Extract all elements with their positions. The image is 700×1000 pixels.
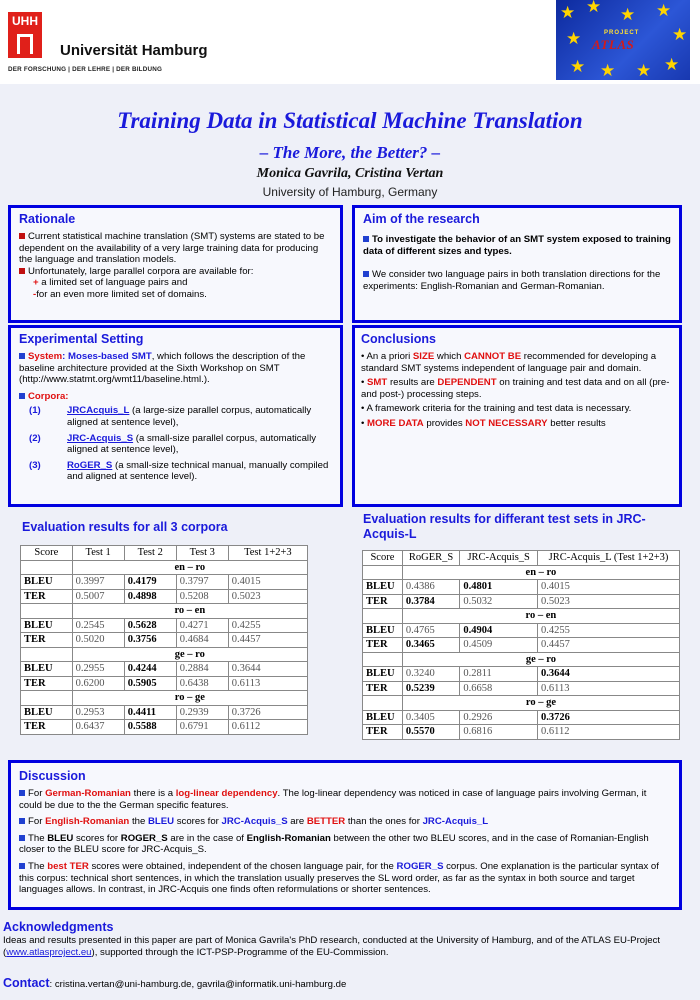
section-row [363, 652, 680, 667]
system-paragraph: System: Moses-based SMT, which follows the description of the baseline architecture provided at the Sixth Workshop on SMT (http://www.statmt.org/wmt11/baseline.html.). [19, 351, 306, 386]
value-cell: 0.5239 [402, 681, 459, 696]
score-cell: TER [21, 633, 73, 648]
value-cell: 0.6791 [176, 720, 228, 735]
section-blank-cell [363, 696, 403, 711]
value-cell: 0.5905 [124, 676, 176, 691]
value-cell: 0.2955 [72, 662, 124, 677]
value-cell: 0.3726 [538, 710, 680, 725]
conclusion-item: • SMT results are DEPENDENT on training and test data and on all (pre- and post-) processing steps. [361, 377, 670, 400]
eval1-table [20, 545, 308, 735]
value-cell: 0.5032 [460, 594, 538, 609]
value-cell: 0.5023 [228, 589, 307, 604]
authors: Monica Gavrila, Cristina Vertan [256, 166, 444, 181]
bullet-icon [19, 268, 25, 274]
value-cell: 0.6113 [538, 681, 680, 696]
experimental-heading: Experimental Setting [19, 332, 144, 346]
value-cell: 0.5007 [72, 589, 124, 604]
discussion-heading: Discussion [19, 769, 86, 783]
section-label: ro – ge [72, 691, 307, 706]
experimental-box [8, 325, 343, 507]
discussion-item: The best TER scores were obtained, independent of the chosen language pair, for the ROGER_S corpus. One explanation is the particular syntax of this corpus: technical short sentences, in which the translation usually preserves the SL word order, as far as the syntax in both source and target languages allows. In contrast, in JRC-Acquis one finds often reformulations or shorter sentences. [19, 860, 659, 896]
section-row [21, 604, 308, 619]
value-cell: 0.6200 [72, 676, 124, 691]
score-cell: BLEU [363, 667, 403, 682]
discussion-item: For German-Romanian there is a log-linear dependency. The log-linear dependency was noticed in case of language pairs involving German, it could be due to the the German specific features. [19, 788, 647, 811]
section-label: ro – en [72, 604, 307, 619]
rationale-paragraph: Unfortunately, large parallel corpora are available for: [19, 266, 332, 278]
score-cell: TER [21, 589, 73, 604]
value-cell: 0.4684 [176, 633, 228, 648]
value-cell: 0.6437 [72, 720, 124, 735]
contact-line [3, 976, 346, 990]
university-logo-text: UHH [12, 14, 38, 28]
value-cell: 0.2926 [460, 710, 538, 725]
column-header: Test 2 [124, 546, 176, 561]
value-cell: 0.3240 [402, 667, 459, 682]
value-cell: 0.4244 [124, 662, 176, 677]
tower-icon [17, 34, 33, 54]
contact-label: Contact [3, 976, 50, 990]
corpus-item: (2) JRC-Acquis_S (a small-size parallel corpus, automatically aligned at sentence level), [29, 432, 316, 456]
value-cell: 0.4801 [460, 580, 538, 595]
value-cell: 0.6438 [176, 676, 228, 691]
star-icon: ★ [656, 1, 672, 20]
project-name: ATLAS [592, 37, 635, 52]
dash-icon: + [33, 277, 39, 289]
star-icon: ★ [672, 25, 688, 44]
eval2-title: Evaluation results for differant test sets in JRC-Acquis-L [363, 512, 646, 541]
table-row [21, 633, 308, 648]
bullet-icon [363, 236, 369, 242]
section-row [363, 696, 680, 711]
section-label: ge – ro [72, 647, 307, 662]
score-cell: BLEU [21, 575, 73, 590]
affiliation: University of Hamburg, Germany [262, 185, 438, 199]
table-row [363, 638, 680, 653]
table-header-row [21, 546, 308, 561]
header [0, 0, 700, 84]
acknowledgments-text: Ideas and results presented in this paper are part of Monica Gavrila's PhD research, conducted at the University of Hamburg, and of the ATLAS EU-Project (www.atlasproject.eu), supported through the ICT-PSP-Programme of the EU-Commission. [3, 935, 661, 958]
column-header: JRC-Acquis_L (Test 1+2+3) [538, 551, 680, 566]
table-header-row [363, 551, 680, 566]
score-cell: BLEU [363, 623, 403, 638]
score-cell: TER [363, 725, 403, 740]
corpus-item: (3) RoGER_S (a small-size technical manual, manually compiled and aligned at sentence level). [29, 459, 329, 483]
aim-box [352, 205, 682, 323]
section-blank-cell [21, 691, 73, 706]
conclusions-box [352, 325, 682, 507]
table-row [363, 710, 680, 725]
conclusion-item: • A framework criteria for the training and test data is necessary. [361, 403, 632, 415]
section-blank-cell [363, 609, 403, 624]
bullet-icon [363, 271, 369, 277]
table-row [21, 589, 308, 604]
star-icon: ★ [600, 61, 616, 80]
eval2-table [362, 550, 680, 740]
value-cell: 0.4386 [402, 580, 459, 595]
table-row [21, 575, 308, 590]
table-row [21, 720, 308, 735]
aim-paragraph: To investigate the behavior of an SMT system exposed to training data of different sizes and types. [363, 234, 671, 257]
section-label: en – ro [72, 560, 307, 575]
aim-paragraph: We consider two language pairs in both translation directions for the experiments: English-Romanian and German-Romanian. [363, 269, 661, 292]
section-label: ge – ro [402, 652, 679, 667]
value-cell: 0.4179 [124, 575, 176, 590]
column-header: JRC-Acquis_S [460, 551, 538, 566]
value-cell: 0.4411 [124, 705, 176, 720]
value-cell: 0.4255 [228, 618, 307, 633]
section-blank-cell [363, 652, 403, 667]
conclusion-item: • An a priori SIZE which CANNOT BE recommended for developing a standard SMT systems independent of language pair and domain. [361, 351, 657, 374]
rationale-box [8, 205, 343, 323]
section-blank-cell [21, 604, 73, 619]
bullet-icon [19, 863, 25, 869]
aim-heading: Aim of the research [363, 212, 480, 226]
section-row [363, 609, 680, 624]
value-cell: 0.3644 [228, 662, 307, 677]
table-row [363, 580, 680, 595]
score-cell: TER [21, 676, 73, 691]
value-cell: 0.2884 [176, 662, 228, 677]
university-tagline: DER FORSCHUNG | DER LEHRE | DER BILDUNG [8, 66, 163, 73]
university-name: Universität Hamburg [60, 42, 208, 59]
discussion-item: For English-Romanian the BLEU scores for JRC-Acquis_S are BETTER than the ones for JRC-Acquis_L [19, 816, 671, 828]
column-header: Score [21, 546, 73, 561]
acknowledgments-heading: Acknowledgments [3, 920, 114, 934]
table-row [363, 594, 680, 609]
column-header: RoGER_S [402, 551, 459, 566]
section-label: ro – ge [402, 696, 679, 711]
section-row [21, 560, 308, 575]
value-cell: 0.5570 [402, 725, 459, 740]
value-cell: 0.4015 [538, 580, 680, 595]
score-cell: BLEU [21, 705, 73, 720]
table-row [21, 618, 308, 633]
section-label: ro – en [402, 609, 679, 624]
star-icon: ★ [570, 57, 586, 76]
value-cell: 0.4898 [124, 589, 176, 604]
discussion-box [8, 760, 682, 910]
contact-emails: : cristina.vertan@uni-hamburg.de, gavrila@informatik.uni-hamburg.de [49, 979, 347, 990]
atlas-project-link[interactable]: www.atlasproject.eu [6, 947, 92, 958]
score-cell: TER [363, 594, 403, 609]
value-cell: 0.3465 [402, 638, 459, 653]
column-header: Test 3 [176, 546, 228, 561]
discussion-item: The BLEU scores for ROGER_S are in the case of English-Romanian between the other two BLEU scores, and in the case of Romanian-English closer to the BLEU score for JRC-Acquis_S. [19, 832, 649, 856]
section-row [21, 691, 308, 706]
value-cell: 0.3726 [228, 705, 307, 720]
table-row [363, 623, 680, 638]
value-cell: 0.4271 [176, 618, 228, 633]
table-row [363, 725, 680, 740]
score-cell: TER [363, 681, 403, 696]
value-cell: 0.6816 [460, 725, 538, 740]
bullet-icon [19, 790, 25, 796]
university-logo [8, 12, 42, 58]
table-row [21, 662, 308, 677]
value-cell: 0.3784 [402, 594, 459, 609]
value-cell: 0.4457 [538, 638, 680, 653]
table-row [363, 681, 680, 696]
column-header: Score [363, 551, 403, 566]
value-cell: 0.4015 [228, 575, 307, 590]
value-cell: 0.6112 [538, 725, 680, 740]
section-label: en – ro [402, 565, 679, 580]
value-cell: 0.4904 [460, 623, 538, 638]
score-cell: BLEU [21, 662, 73, 677]
table-row [21, 676, 308, 691]
value-cell: 0.2545 [72, 618, 124, 633]
value-cell: 0.3405 [402, 710, 459, 725]
score-cell: BLEU [363, 580, 403, 595]
star-icon: ★ [664, 55, 680, 74]
section-row [363, 565, 680, 580]
conclusion-item: • MORE DATA provides NOT NECESSARY better results [361, 417, 606, 429]
value-cell: 0.4255 [538, 623, 680, 638]
score-cell: TER [363, 638, 403, 653]
rationale-subitem: -for an even more limited set of domains. [33, 288, 207, 300]
value-cell: 0.3644 [538, 667, 680, 682]
star-icon: ★ [566, 29, 582, 48]
value-cell: 0.6113 [228, 676, 307, 691]
poster-title: Training Data in Statistical Machine Translation [117, 108, 583, 133]
star-icon: ★ [560, 3, 576, 22]
star-icon: ★ [636, 61, 652, 80]
section-blank-cell [21, 560, 73, 575]
rationale-heading: Rationale [19, 212, 76, 226]
rationale-paragraph: Current statistical machine translation (SMT) systems are stated to be dependent on the availability of a very large training data for producing the language and translation models. [19, 231, 325, 266]
value-cell: 0.6658 [460, 681, 538, 696]
value-cell: 0.5020 [72, 633, 124, 648]
column-header: Test 1+2+3 [228, 546, 307, 561]
table-row [363, 667, 680, 682]
value-cell: 0.3756 [124, 633, 176, 648]
corpus-item: (1) JRCAcquis_L (a large-size parallel corpus, automatically aligned at sentence level), [29, 405, 312, 428]
eval1-title: Evaluation results for all 3 corpora [22, 520, 228, 534]
column-header: Test 1 [72, 546, 124, 561]
value-cell: 0.5208 [176, 589, 228, 604]
conclusions-heading: Conclusions [361, 332, 437, 346]
value-cell: 0.2811 [460, 667, 538, 682]
corpora-label: Corpora: [19, 391, 332, 403]
value-cell: 0.3797 [176, 575, 228, 590]
table-row [21, 705, 308, 720]
value-cell: 0.3997 [72, 575, 124, 590]
corpora-list [19, 405, 332, 483]
value-cell: 0.6112 [228, 720, 307, 735]
star-icon: ★ [586, 0, 602, 16]
rationale-subitem: + a limited set of language pairs and [33, 277, 188, 289]
bullet-icon [19, 353, 25, 359]
atlas-project-logo [556, 0, 690, 80]
value-cell: 0.2953 [72, 705, 124, 720]
value-cell: 0.2939 [176, 705, 228, 720]
dash-icon: - [33, 288, 37, 300]
value-cell: 0.5588 [124, 720, 176, 735]
bullet-icon [19, 233, 25, 239]
score-cell: BLEU [363, 710, 403, 725]
value-cell: 0.5628 [124, 618, 176, 633]
project-label: PROJECT [604, 30, 640, 36]
bullet-icon [19, 393, 25, 399]
section-blank-cell [21, 647, 73, 662]
section-row [21, 647, 308, 662]
value-cell: 0.4765 [402, 623, 459, 638]
bullet-icon [19, 818, 25, 824]
bullet-icon [19, 835, 25, 841]
score-cell: BLEU [21, 618, 73, 633]
value-cell: 0.4509 [460, 638, 538, 653]
value-cell: 0.4457 [228, 633, 307, 648]
section-blank-cell [363, 565, 403, 580]
value-cell: 0.5023 [538, 594, 680, 609]
star-icon: ★ [620, 5, 636, 24]
poster-subtitle: – The More, the Better? – [259, 143, 441, 162]
score-cell: TER [21, 720, 73, 735]
